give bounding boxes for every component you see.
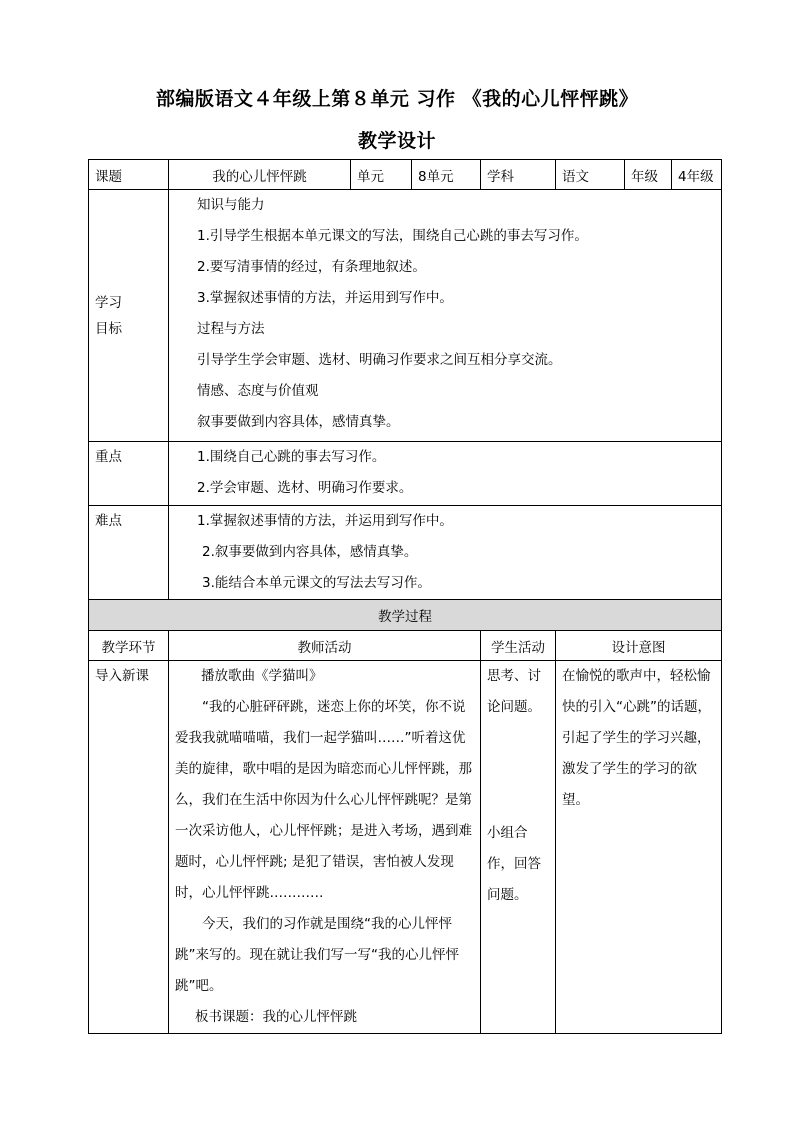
student-a2: 小组合作，回答问题。 — [487, 825, 541, 903]
subject-value: 语文 — [556, 160, 625, 190]
goals-row — [89, 190, 722, 442]
document-subtitle: 教学设计 — [357, 130, 436, 152]
grade-label: 年级 — [625, 160, 672, 190]
goals-line: 叙事要做到内容具体，感情真挚。 — [197, 414, 400, 430]
goals-label-line1: 学习 — [95, 294, 122, 311]
col-teacher: 教师活动 — [169, 631, 481, 661]
teacher-p1: 播放歌曲《学猫叫》 — [201, 668, 323, 684]
key-points-label: 重点 — [89, 442, 169, 506]
goals-line: 1.引导学生根据本单元课文的写法，围绕自己心跳的事去写习作。 — [197, 228, 588, 244]
teacher-p3: 今天，我们的习作就是围绕“我的心儿怦怦跳”来写的。现在就让我们写一写“我的心儿怦怦跳”吧。 — [175, 916, 459, 994]
subject-label: 学科 — [481, 160, 556, 190]
goals-line: 3.掌握叙述事情的方法，并运用到写作中。 — [197, 290, 453, 306]
difficulty-line: 1.掌握叙述事情的方法，并运用到写作中。 — [197, 513, 453, 529]
unit-label: 单元 — [351, 160, 412, 190]
teacher-activity — [169, 661, 481, 1034]
process-columns-row — [89, 631, 722, 661]
key-point-line: 2.学会审题、选材、明确习作要求。 — [197, 480, 413, 496]
goals-line: 情感、态度与价值观 — [197, 383, 319, 399]
step-name: 导入新课 — [89, 661, 169, 1034]
difficulties-content — [169, 506, 722, 600]
goals-label-line2: 目标 — [95, 320, 122, 337]
unit-value: 8单元 — [412, 160, 481, 190]
student-spacer — [487, 723, 549, 818]
goals-content — [169, 190, 722, 442]
goals-label — [89, 190, 169, 442]
goals-line: 引导学生学会审题、选材、明确习作要求之间互相分享交流。 — [197, 352, 562, 368]
col-intent: 设计意图 — [556, 631, 722, 661]
key-point-line: 1.围绕自己心跳的事去写习作。 — [197, 449, 386, 465]
teacher-p2: “我的心脏砰砰跳，迷恋上你的坏笑，你不说爱我我就喵喵喵，我们一起学猫叫……”听着这优美的旋律，歌中唱的是因为暗恋而心儿怦怦跳，那么，我们在生活中你因为什么心儿怦怦跳呢？是第一次采访他人，心儿怦怦跳；是进入考场，遇到难题时，心儿怦怦跳; 是犯了错误，害怕被人发现时，心儿怦怦跳………… — [175, 699, 472, 901]
process-row-intro — [89, 661, 722, 1034]
student-activity — [481, 661, 556, 1034]
goals-line: 2.要写清事情的经过，有条理地叙述。 — [197, 259, 426, 275]
document-title: 部编版语文４年级上第８单元 习作 《我的心儿怦怦跳》 — [155, 88, 639, 110]
difficulties-row — [89, 506, 722, 600]
difficulty-line: 2.叙事要做到内容具体，感情真挚。 — [202, 544, 418, 560]
difficulty-line: 3.能结合本单元课文的写法去写习作。 — [202, 575, 431, 591]
info-row — [89, 160, 722, 190]
design-intent: 在愉悦的歌声中，轻松愉快的引入“心跳”的话题，引起了学生的学习兴趣，激发了学生的学习的欲望。 — [556, 661, 722, 1034]
topic-label: 课题 — [89, 160, 169, 190]
process-header-row — [89, 600, 722, 631]
student-a1: 思考、讨论问题。 — [487, 668, 541, 715]
lesson-plan-table — [88, 159, 722, 1034]
goals-line: 知识与能力 — [197, 197, 265, 213]
key-points-content — [169, 442, 722, 506]
key-points-row — [89, 442, 722, 506]
teacher-p4: 板书课题：我的心儿怦怦跳 — [195, 1009, 357, 1025]
process-header: 教学过程 — [89, 600, 722, 631]
goals-line: 过程与方法 — [197, 321, 265, 337]
difficulties-label: 难点 — [89, 506, 169, 600]
topic-value: 我的心儿怦怦跳 — [169, 160, 351, 190]
col-student: 学生活动 — [481, 631, 556, 661]
col-step: 教学环节 — [89, 631, 169, 661]
grade-value: 4年级 — [672, 160, 722, 190]
